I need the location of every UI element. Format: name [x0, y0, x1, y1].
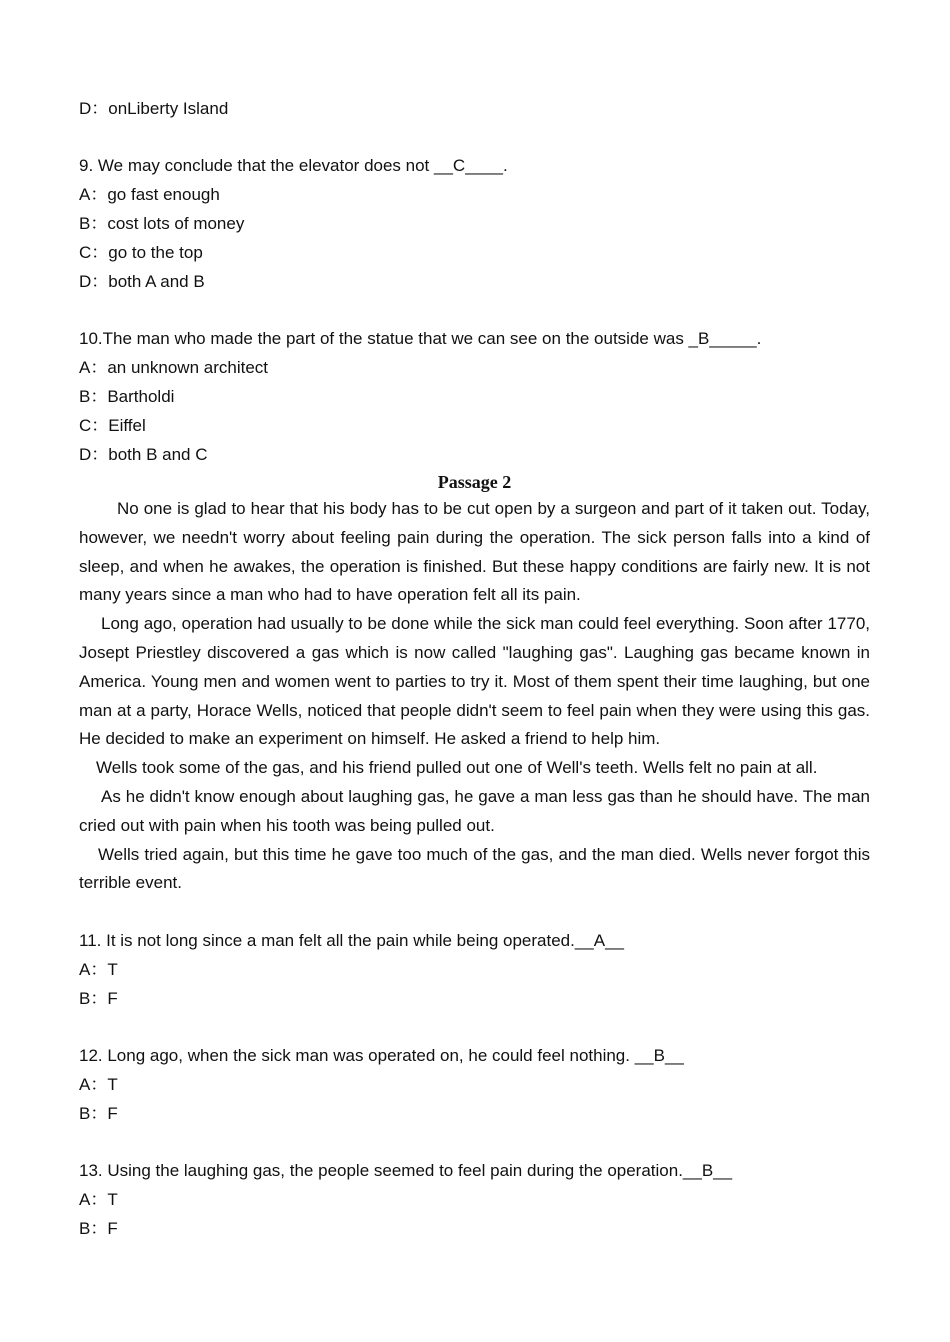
passage-paragraph-3: Wells took some of the gas, and his friend pulled out one of Well's teeth. Wells felt no pain at all.: [96, 758, 818, 778]
q10-option-c: C：Eiffel: [79, 416, 146, 435]
q12-option-a: A：T: [79, 1075, 118, 1095]
passage-paragraph-2: Long ago, operation had usually to be done while the sick man could feel everything. Soon after 1770, Josept Priestley discovered a gas which is now called "laughing gas". Laughing gas became known in America. Young men and women went to parties to try it. Most of them spent their time laughing, but one man at a party, Horace Wells, noticed that people didn't seem to feel pain when they were using this gas. He decided to make an experiment on himself. He asked a friend to help him.: [79, 614, 870, 749]
q12-option-b: B：F: [79, 1104, 118, 1124]
q9-option-a: A：go fast enough: [79, 185, 220, 204]
q13-stem: 13. Using the laughing gas, the people seemed to feel pain during the operation.__B__: [79, 1161, 733, 1181]
passage-paragraph-4: As he didn't know enough about laughing gas, he gave a man less gas than he should have. The man cried out with pain when his tooth was being pulled out.: [79, 786, 870, 835]
q11-option-a: A：T: [79, 960, 118, 980]
q10-option-d: D：both B and C: [79, 445, 208, 464]
q11-option-b: B：F: [79, 989, 118, 1009]
q9-option-b: B：cost lots of money: [79, 214, 245, 233]
q10-option-a: A：an unknown architect: [79, 358, 268, 377]
q13-option-b: B：F: [79, 1219, 118, 1239]
q9-option-c: C：go to the top: [79, 243, 203, 262]
passage-title: Passage 2: [437, 472, 512, 492]
q10-option-b: B：Bartholdi: [79, 387, 175, 406]
q12-stem: 12. Long ago, when the sick man was operated on, he could feel nothing. __B__: [79, 1046, 684, 1066]
document-page: [79, 94, 870, 1243]
q9-stem: 9. We may conclude that the elevator does not __C____.: [79, 156, 508, 175]
q11-stem: 11. It is not long since a man felt all the pain while being operated.__A__: [79, 931, 624, 951]
passage-paragraph-5: Wells tried again, but this time he gave too much of the gas, and the man died. Wells never forgot this terrible event.: [79, 844, 870, 893]
q10-stem: 10.The man who made the part of the statue that we can see on the outside was _B_____.: [79, 329, 762, 348]
q13-option-a: A：T: [79, 1190, 118, 1210]
passage-paragraph-1: No one is glad to hear that his body has to be cut open by a surgeon and part of it taken out. Today, however, we needn't worry about feeling pain during the operation. The sick person falls into a kind of sleep, and when he awakes, the operation is finished. But these happy conditions are fairly new. It is not many years since a man who had to have operation felt all its pain.: [79, 499, 870, 605]
q9-option-d: D：both A and B: [79, 272, 205, 291]
q8-option-d: D：onLiberty Island: [79, 99, 229, 118]
